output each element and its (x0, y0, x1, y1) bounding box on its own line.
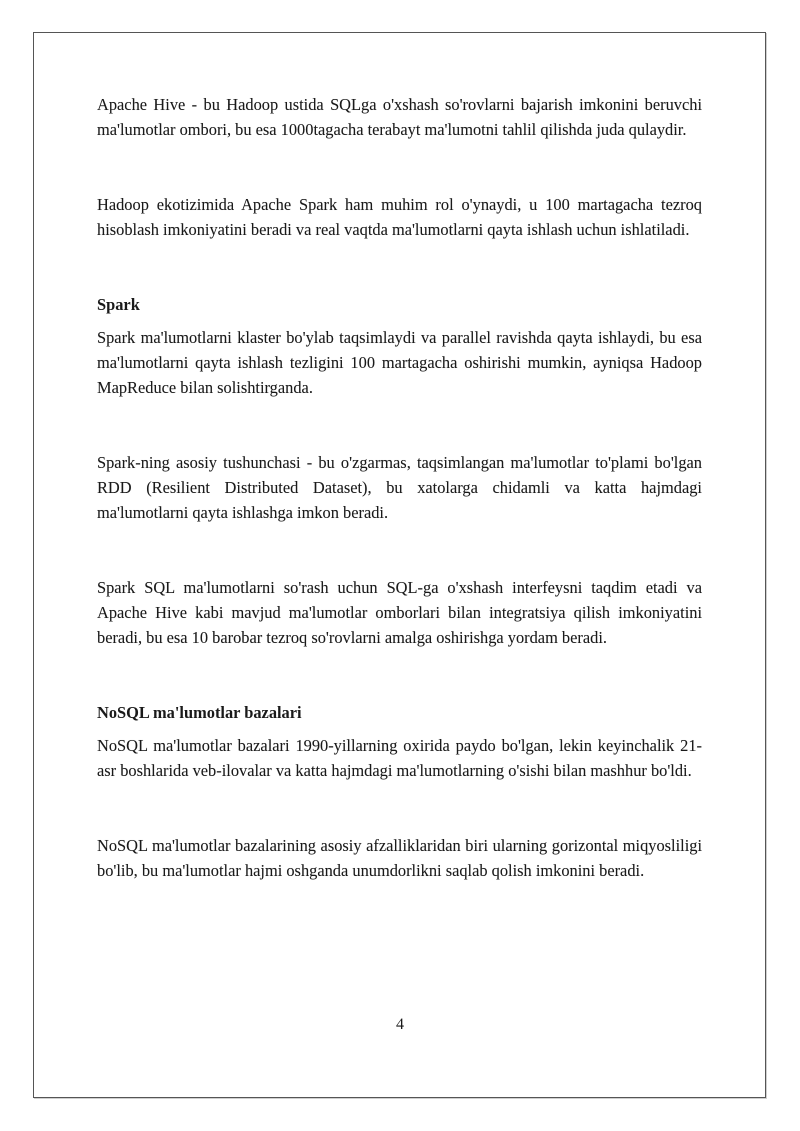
heading-spark: Spark (97, 295, 140, 314)
paragraph-spark-2: Spark-ning asosiy tushunchasi - bu o'zgarmas, taqsimlangan ma'lumotlar to'plami bo'lgan RDD (Resilient Distributed Dataset), bu xatolarga chidamli va katta hajmdagi ma'lumotlarni qayta ishlashga imkon beradi. (97, 453, 702, 522)
page-content (97, 92, 702, 883)
heading-nosql: NoSQL ma'lumotlar bazalari (97, 703, 302, 722)
paragraph-hive: Apache Hive - bu Hadoop ustida SQLga o'xshash so'rovlarni bajarish imkonini beruvchi ma'lumotlar ombori, bu esa 1000tagacha terabayt ma'lumotni tahlil qilishda juda qulaydir. (97, 95, 702, 139)
paragraph-spark-3: Spark SQL ma'lumotlarni so'rash uchun SQL-ga o'xshash interfeysni taqdim etadi va Apache Hive kabi mavjud ma'lumotlar omborlari bilan integratsiya qilish imkoniyatini beradi, bu esa 10 barobar tezroq so'rovlarni amalga oshirishga yordam beradi. (97, 578, 702, 647)
paragraph-spark-1: Spark ma'lumotlarni klaster bo'ylab taqsimlaydi va parallel ravishda qayta ishlaydi, bu esa ma'lumotlarni qayta ishlash tezligini 100 martagacha oshirishi mumkin, ayniqsa Hadoop MapReduce bilan solishtirganda. (97, 328, 702, 397)
page-number: 4 (396, 1016, 404, 1033)
paragraph-nosql-1: NoSQL ma'lumotlar bazalari 1990-yillarning oxirida paydo bo'lgan, lekin keyinchalik 21-asr boshlarida veb-ilovalar va katta hajmdagi ma'lumotlarning o'sishi bilan mashhur bo'ldi. (97, 736, 702, 780)
paragraph-spark-intro: Hadoop ekotizimida Apache Spark ham muhim rol o'ynaydi, u 100 martagacha tezroq hisoblash imkoniyatini beradi va real vaqtda ma'lumotlarni qayta ishlash uchun ishlatiladi. (97, 195, 702, 239)
paragraph-nosql-2: NoSQL ma'lumotlar bazalarining asosiy afzalliklaridan biri ularning gorizontal miqyosliligi bo'lib, bu ma'lumotlar hajmi oshganda unumdorlikni saqlab qolish imkonini beradi. (97, 836, 702, 880)
